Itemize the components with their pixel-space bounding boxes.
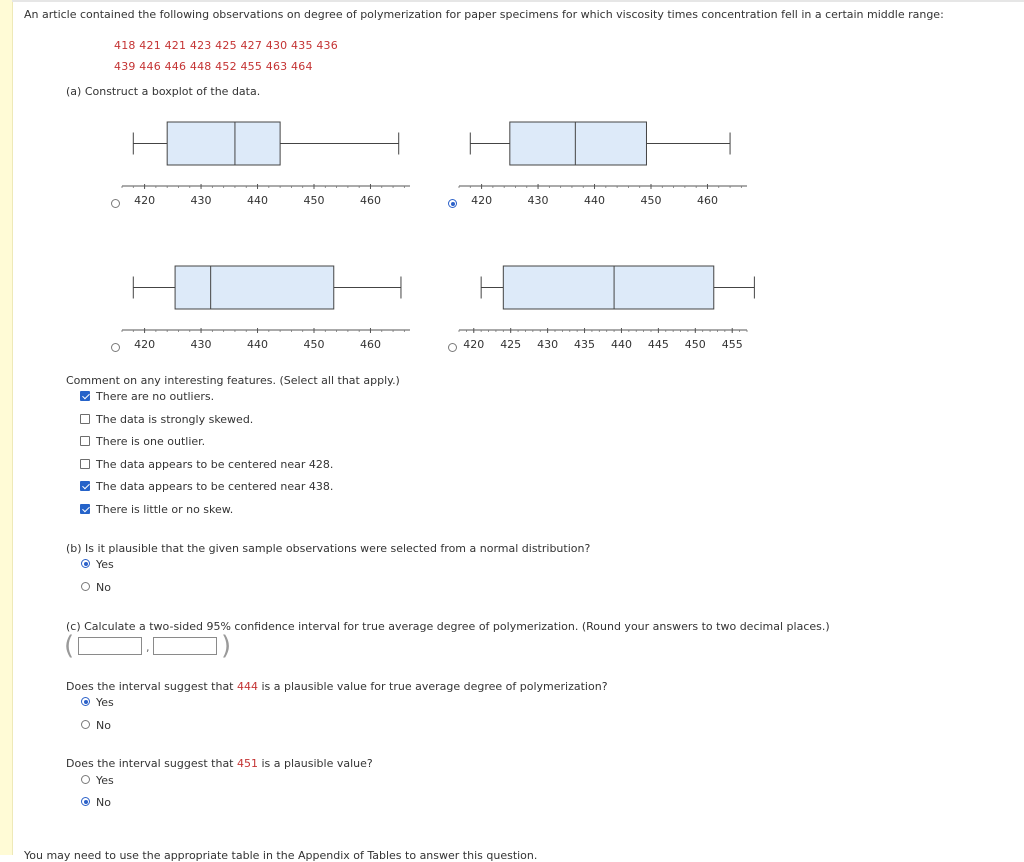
q451-no-radio[interactable] xyxy=(81,797,90,806)
tick-label: 420 xyxy=(463,338,485,351)
q451-no-label: No xyxy=(96,796,111,809)
boxplot-option-1-radio[interactable] xyxy=(111,199,120,208)
boxplot-option-1 xyxy=(120,110,412,210)
feature-no-outliers-label: There are no outliers. xyxy=(96,390,215,403)
boxplot-svg xyxy=(120,110,412,210)
part-b-yes-label: Yes xyxy=(96,558,114,571)
tick-label: 430 xyxy=(537,338,559,351)
tick-label: 420 xyxy=(134,194,156,207)
feature-strongly-skewed-label: The data is strongly skewed. xyxy=(96,413,254,426)
part-c-prompt: (c) Calculate a two-sided 95% confidence interval for true average degree of polymerization. (Round your answers to two decimal places.) xyxy=(66,620,830,633)
tick-label: 430 xyxy=(527,194,549,207)
tick-label: 430 xyxy=(190,194,212,207)
part-b-no-label: No xyxy=(96,581,111,594)
boxplot-svg xyxy=(457,254,749,354)
top-divider xyxy=(12,0,1024,2)
feature-centered-428-checkbox[interactable] xyxy=(80,459,90,469)
feature-centered-438-checkbox[interactable] xyxy=(80,481,90,491)
data-row-1: 418 421 421 423 425 427 430 435 436 xyxy=(114,39,338,52)
boxplot-option-4-radio[interactable] xyxy=(448,343,457,352)
right-paren: ) xyxy=(221,631,232,661)
q444-prompt: Does the interval suggest that 444 is a plausible value for true average degree of polymerization? xyxy=(66,680,608,693)
appendix-note: You may need to use the appropriate table in the Appendix of Tables to answer this question. xyxy=(24,849,538,862)
tick-label: 435 xyxy=(574,338,596,351)
feature-centered-428-label: The data appears to be centered near 428. xyxy=(96,458,334,471)
boxplot-option-3-radio[interactable] xyxy=(111,343,120,352)
tick-label: 430 xyxy=(190,338,212,351)
tick-label: 450 xyxy=(303,338,325,351)
feature-little-skew-label: There is little or no skew. xyxy=(96,503,234,516)
features-prompt: Comment on any interesting features. (Select all that apply.) xyxy=(66,374,400,387)
tick-label: 460 xyxy=(696,194,718,207)
iqr-box xyxy=(503,266,713,309)
q451-value: 451 xyxy=(237,757,258,770)
q444-yes-radio[interactable] xyxy=(81,697,90,706)
feature-little-skew-checkbox[interactable] xyxy=(80,504,90,514)
feature-one-outlier-checkbox[interactable] xyxy=(80,436,90,446)
part-b-prompt: (b) Is it plausible that the given sample observations were selected from a normal distribution? xyxy=(66,542,591,555)
boxplot-svg xyxy=(120,254,412,354)
iqr-box xyxy=(167,122,280,165)
tick-label: 425 xyxy=(500,338,522,351)
tick-label: 460 xyxy=(359,338,381,351)
tick-label: 460 xyxy=(359,194,381,207)
tick-label: 450 xyxy=(303,194,325,207)
q444-value: 444 xyxy=(237,680,258,693)
tick-label: 440 xyxy=(247,338,269,351)
tick-label: 440 xyxy=(247,194,269,207)
left-accent-bar xyxy=(0,0,13,855)
problem-intro: An article contained the following observations on degree of polymerization for paper specimens for which viscosity times concentration fell in a certain middle range: xyxy=(24,8,944,21)
tick-label: 450 xyxy=(640,194,662,207)
boxplot-option-2-radio[interactable] xyxy=(448,199,457,208)
tick-label: 455 xyxy=(721,338,743,351)
q451-yes-radio[interactable] xyxy=(81,775,90,784)
feature-strongly-skewed-checkbox[interactable] xyxy=(80,414,90,424)
part-b-no-radio[interactable] xyxy=(81,582,90,591)
feature-one-outlier-label: There is one outlier. xyxy=(96,435,206,448)
q451-yes-label: Yes xyxy=(96,774,114,787)
ci-upper-input[interactable] xyxy=(153,637,217,655)
tick-label: 440 xyxy=(610,338,632,351)
ci-comma: , xyxy=(146,641,150,654)
part-a-prompt: (a) Construct a boxplot of the data. xyxy=(66,85,261,98)
ci-lower-input[interactable] xyxy=(78,637,142,655)
tick-label: 450 xyxy=(684,338,706,351)
left-paren: ( xyxy=(64,631,75,661)
tick-label: 420 xyxy=(471,194,493,207)
tick-label: 420 xyxy=(134,338,156,351)
tick-label: 445 xyxy=(647,338,669,351)
feature-no-outliers-checkbox[interactable] xyxy=(80,391,90,401)
data-row-2: 439 446 446 448 452 455 463 464 xyxy=(114,60,313,73)
iqr-box xyxy=(175,266,334,309)
q444-no-radio[interactable] xyxy=(81,720,90,729)
boxplot-option-4 xyxy=(457,254,749,354)
q451-prompt: Does the interval suggest that 451 is a plausible value? xyxy=(66,757,373,770)
boxplot-svg xyxy=(457,110,749,210)
part-b-yes-radio[interactable] xyxy=(81,559,90,568)
tick-label: 440 xyxy=(584,194,606,207)
q444-no-label: No xyxy=(96,719,111,732)
feature-centered-438-label: The data appears to be centered near 438. xyxy=(96,480,334,493)
boxplot-option-2 xyxy=(457,110,749,210)
iqr-box xyxy=(510,122,647,165)
boxplot-option-3 xyxy=(120,254,412,354)
q444-yes-label: Yes xyxy=(96,696,114,709)
